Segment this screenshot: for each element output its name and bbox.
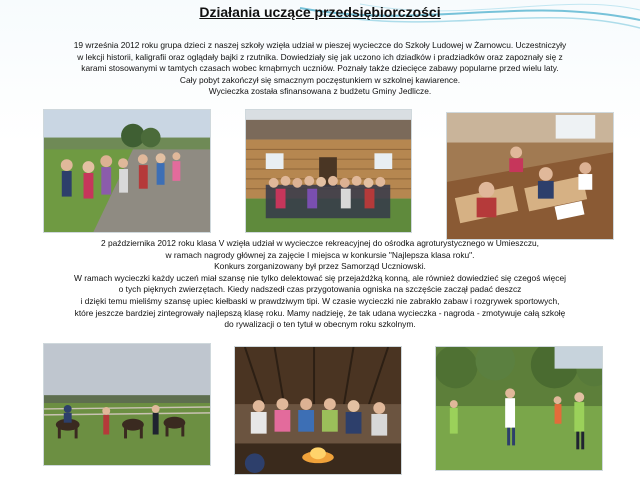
text-line: Cały pobyt zakończył się smacznym poczęstunkiem w szkolnej kawiarence. [179, 74, 461, 85]
text-line: o tych pięknych zwierzętach. Kiedy nadszedł czas przygotowania ogniska na szczęście zaczął padać deszcz [118, 284, 522, 295]
text-line: Wycieczka została sfinansowana z budżetu Gminy Jedlicze. [208, 86, 432, 97]
text-line: 2 października 2012 roku klasa V wzięła udział w wycieczce rekreacyjnej do ośrodka agroturystycznego w Umieszczu, [100, 238, 540, 248]
text-line: i dzięki temu mieliśmy szansę upiec kiełbaski w prawdziwym tipi. W czasie wycieczki nie zabrakło zabaw i rozgrywek sportowych, [80, 295, 560, 306]
text-line: 19 września 2012 roku grupa dzieci z naszej szkoły wzięła udział w pieszej wycieczce do Szkoły Ludowej w Żarnowcu. Uczestniczyły [73, 40, 567, 50]
photo-tipi-campfire [234, 346, 402, 475]
paragraph-trip-1 [14, 40, 626, 98]
photo-horse-riding [43, 343, 211, 466]
text-line: w lekcji historii, kaligrafii oraz oglądały bajki z rzutnika. Dowiedziały się jak uczono ich dziadków i pradziadków oraz zapoznały się z [77, 51, 563, 62]
text-line: które jeszcze bardziej zintegrowały najlepszą klasę roku. Mamy nadzieję, że tak udana wycieczka - nagroda - zmotywuje całą szkołę [74, 307, 566, 318]
photo-children-walking [43, 109, 211, 233]
page-title: Działania uczące przedsiębiorczości [199, 4, 441, 20]
text-line: w ramach nagrody głównej za zajęcie I miejsca w konkursie "Najlepsza klasa roku". [165, 249, 475, 260]
paragraph-trip-2 [14, 238, 626, 331]
text-line: karami stosowanymi w tamtych czasach wobec krnąbrnych uczniów. Poznały także dziecięce zabawy popularne przed wielu laty. [81, 63, 559, 74]
text-line: do rywalizacji o ten tytuł w obecnym roku szkolnym. [224, 319, 416, 330]
photo-group-at-wooden-school [245, 109, 412, 233]
photo-children-at-desks [446, 112, 614, 240]
text-line: Konkurs zorganizowany był przez Samorząd Uczniowski. [214, 261, 426, 272]
photo-outdoor-games [435, 346, 603, 471]
text-line: W ramach wycieczki każdy uczeń miał szansę nie tylko delektować się przejażdżką konną, ale również dowiedzieć się czegoś więcej [73, 272, 566, 283]
